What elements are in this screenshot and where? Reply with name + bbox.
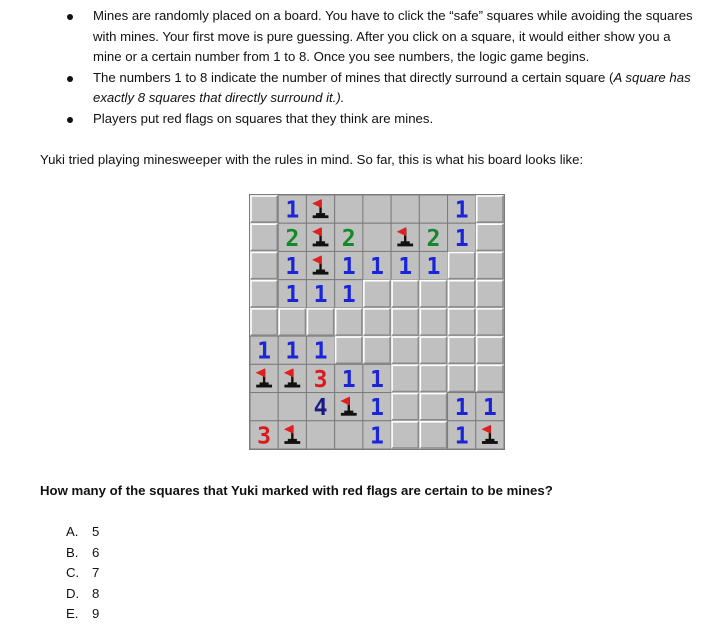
- board-cell[interactable]: [335, 308, 363, 336]
- board-cell[interactable]: [419, 336, 447, 364]
- board-cell[interactable]: [278, 195, 306, 224]
- board-cell[interactable]: [448, 308, 476, 336]
- cell-number: 2: [341, 225, 356, 252]
- option-a[interactable]: [66, 522, 99, 543]
- board-cell[interactable]: [391, 421, 419, 449]
- option-c[interactable]: [66, 563, 99, 584]
- board-cell[interactable]: [476, 421, 504, 449]
- cell-number: 1: [285, 282, 300, 309]
- board-cell[interactable]: [250, 336, 278, 365]
- minesweeper-board: [249, 194, 505, 450]
- board-cell[interactable]: [250, 364, 278, 392]
- rule-2-italic: A square has: [613, 69, 691, 85]
- option-value: 6: [92, 544, 100, 560]
- board-cell[interactable]: [448, 195, 476, 224]
- board-cell[interactable]: [363, 223, 391, 251]
- board-cell[interactable]: [278, 364, 306, 392]
- cell-number: 1: [313, 282, 328, 309]
- board-cell[interactable]: [476, 393, 504, 422]
- board-cell[interactable]: [363, 336, 391, 364]
- board-cell[interactable]: [306, 308, 334, 336]
- cell-number: 1: [398, 254, 413, 281]
- board-cell[interactable]: [363, 393, 391, 422]
- board-cell[interactable]: [306, 336, 334, 365]
- cell-number: 1: [370, 423, 384, 450]
- cell-number: 1: [454, 423, 469, 450]
- board-cell[interactable]: [448, 280, 476, 308]
- board-cell[interactable]: [419, 421, 447, 449]
- option-value: 9: [92, 606, 100, 622]
- board-cell[interactable]: [363, 308, 391, 336]
- cell-number: 4: [313, 395, 328, 422]
- board-cell[interactable]: [335, 421, 363, 449]
- rules-list: [0, 6, 716, 130]
- board-cell[interactable]: [335, 195, 363, 223]
- board-cell[interactable]: [391, 336, 419, 364]
- cell-number: 2: [285, 225, 300, 252]
- board-cell[interactable]: [363, 364, 391, 393]
- cell-number: 1: [285, 254, 300, 281]
- board-cell[interactable]: [278, 280, 306, 309]
- board-cell[interactable]: [335, 393, 363, 421]
- option-value: 5: [92, 524, 100, 539]
- option-b[interactable]: [66, 543, 99, 564]
- bullet-icon: [67, 76, 73, 82]
- cell-number: 1: [454, 197, 469, 224]
- board-cell[interactable]: [476, 308, 504, 336]
- board-cell[interactable]: [448, 251, 476, 279]
- board-cell[interactable]: [250, 421, 278, 450]
- rule-1-line-2: with mines. Your first move is pure guessing. After you click on a square, it would either show you a: [93, 28, 671, 44]
- cell-number: 1: [370, 395, 384, 422]
- rule-item-3: [0, 109, 716, 130]
- board-cell[interactable]: [250, 195, 278, 223]
- option-value: 8: [92, 585, 100, 601]
- rule-2-line-1: [93, 68, 706, 89]
- board-cell[interactable]: [391, 223, 419, 251]
- bullet-icon: [67, 14, 73, 20]
- board-cell[interactable]: [306, 280, 334, 309]
- board-cell[interactable]: [476, 195, 504, 223]
- board-cell[interactable]: [306, 195, 334, 223]
- board-cell[interactable]: [278, 223, 306, 252]
- option-letter: A.: [66, 524, 79, 539]
- board-cell[interactable]: [419, 251, 447, 280]
- board-cell[interactable]: [278, 393, 306, 421]
- board-cell[interactable]: [391, 393, 419, 421]
- board-cell[interactable]: [278, 336, 306, 365]
- board-cell[interactable]: [391, 251, 419, 280]
- board-cell[interactable]: [363, 251, 391, 280]
- cell-number: 1: [341, 366, 356, 393]
- cell-number: 1: [482, 395, 497, 422]
- rule-item-2: [0, 68, 716, 109]
- board-cell[interactable]: [391, 195, 419, 223]
- rule-3-line-1: Players put red flags on squares that they think are mines.: [93, 110, 434, 126]
- cell-number: 1: [341, 282, 356, 309]
- board-cell[interactable]: [419, 195, 447, 223]
- option-letter: D.: [66, 585, 80, 601]
- option-letter: B.: [66, 544, 79, 560]
- board-cell[interactable]: [419, 308, 447, 336]
- board-cell[interactable]: [476, 364, 504, 392]
- board-cell[interactable]: [363, 421, 391, 450]
- question-text: How many of the squares that Yuki marked with red flags are certain to be mines?: [40, 483, 553, 498]
- board-cell[interactable]: [278, 421, 306, 449]
- option-letter: E.: [66, 606, 79, 622]
- board-cell[interactable]: [250, 393, 278, 421]
- board-cell[interactable]: [419, 280, 447, 308]
- board-cell[interactable]: [250, 280, 278, 308]
- board-cell[interactable]: [335, 280, 363, 309]
- cell-number: 3: [257, 423, 272, 450]
- board-cell[interactable]: [335, 251, 363, 280]
- board-cell[interactable]: [306, 421, 334, 449]
- board-cell[interactable]: [476, 223, 504, 251]
- board-cell[interactable]: [278, 251, 306, 280]
- cell-number: 1: [370, 366, 384, 393]
- board-cell[interactable]: [476, 280, 504, 308]
- cell-number: 1: [426, 254, 441, 281]
- cell-number: 1: [313, 338, 328, 365]
- board-cell[interactable]: [306, 223, 334, 251]
- board-cell[interactable]: [363, 195, 391, 223]
- board-cell[interactable]: [250, 308, 278, 336]
- board-cell[interactable]: [448, 364, 476, 392]
- cell-number: 1: [454, 225, 469, 252]
- cell-number: 1: [341, 254, 356, 281]
- cell-number: 3: [313, 366, 328, 393]
- rule-item-1: [0, 6, 716, 68]
- board-cell[interactable]: [306, 251, 334, 279]
- board-cell[interactable]: [335, 364, 363, 393]
- board-cell[interactable]: [278, 308, 306, 336]
- cell-number: 1: [285, 338, 300, 365]
- cell-number: 1: [454, 395, 469, 422]
- answer-options: [66, 522, 99, 625]
- board-cell[interactable]: [250, 251, 278, 279]
- bullet-icon: [67, 117, 73, 123]
- option-d[interactable]: [66, 584, 99, 605]
- board-cell[interactable]: [419, 393, 447, 421]
- cell-number: 1: [285, 197, 300, 224]
- board-cell[interactable]: [391, 364, 419, 392]
- rule-1-line-3: mine or a certain number from 1 to 8. Once you see numbers, the logic game begins.: [93, 49, 590, 65]
- board-cell[interactable]: [335, 336, 363, 364]
- board-cell[interactable]: [448, 336, 476, 364]
- board-cell[interactable]: [391, 308, 419, 336]
- board-cell[interactable]: [476, 251, 504, 279]
- rule-1-line-1: Mines are randomly placed on a board. You have to click the “safe” squares while avoiding the squares: [93, 8, 693, 23]
- board-cell[interactable]: [306, 364, 334, 393]
- intro-text: Yuki tried playing minesweeper with the rules in mind. So far, this is what his board looks like:: [40, 152, 584, 167]
- board-cell[interactable]: [306, 393, 334, 422]
- option-value: 7: [92, 565, 100, 581]
- cell-number: 1: [370, 254, 384, 281]
- rule-2-line-2: exactly 8 squares that directly surround it.).: [93, 90, 345, 106]
- board-cell[interactable]: [448, 393, 476, 422]
- board-cell[interactable]: [448, 223, 476, 252]
- cell-number: 1: [257, 338, 272, 365]
- board-cell[interactable]: [250, 223, 278, 251]
- cell-number: 2: [426, 225, 441, 252]
- rule-2-text: The numbers 1 to 8 indicate the number of mines that directly surround a certain square (: [93, 69, 614, 85]
- board-cell[interactable]: [419, 364, 447, 392]
- board-cell[interactable]: [419, 223, 447, 252]
- board-cell[interactable]: [448, 421, 476, 450]
- board-cell[interactable]: [476, 336, 504, 364]
- option-letter: C.: [66, 565, 80, 581]
- board-cell[interactable]: [363, 280, 391, 308]
- board-cell[interactable]: [391, 280, 419, 308]
- board-cell[interactable]: [335, 223, 363, 252]
